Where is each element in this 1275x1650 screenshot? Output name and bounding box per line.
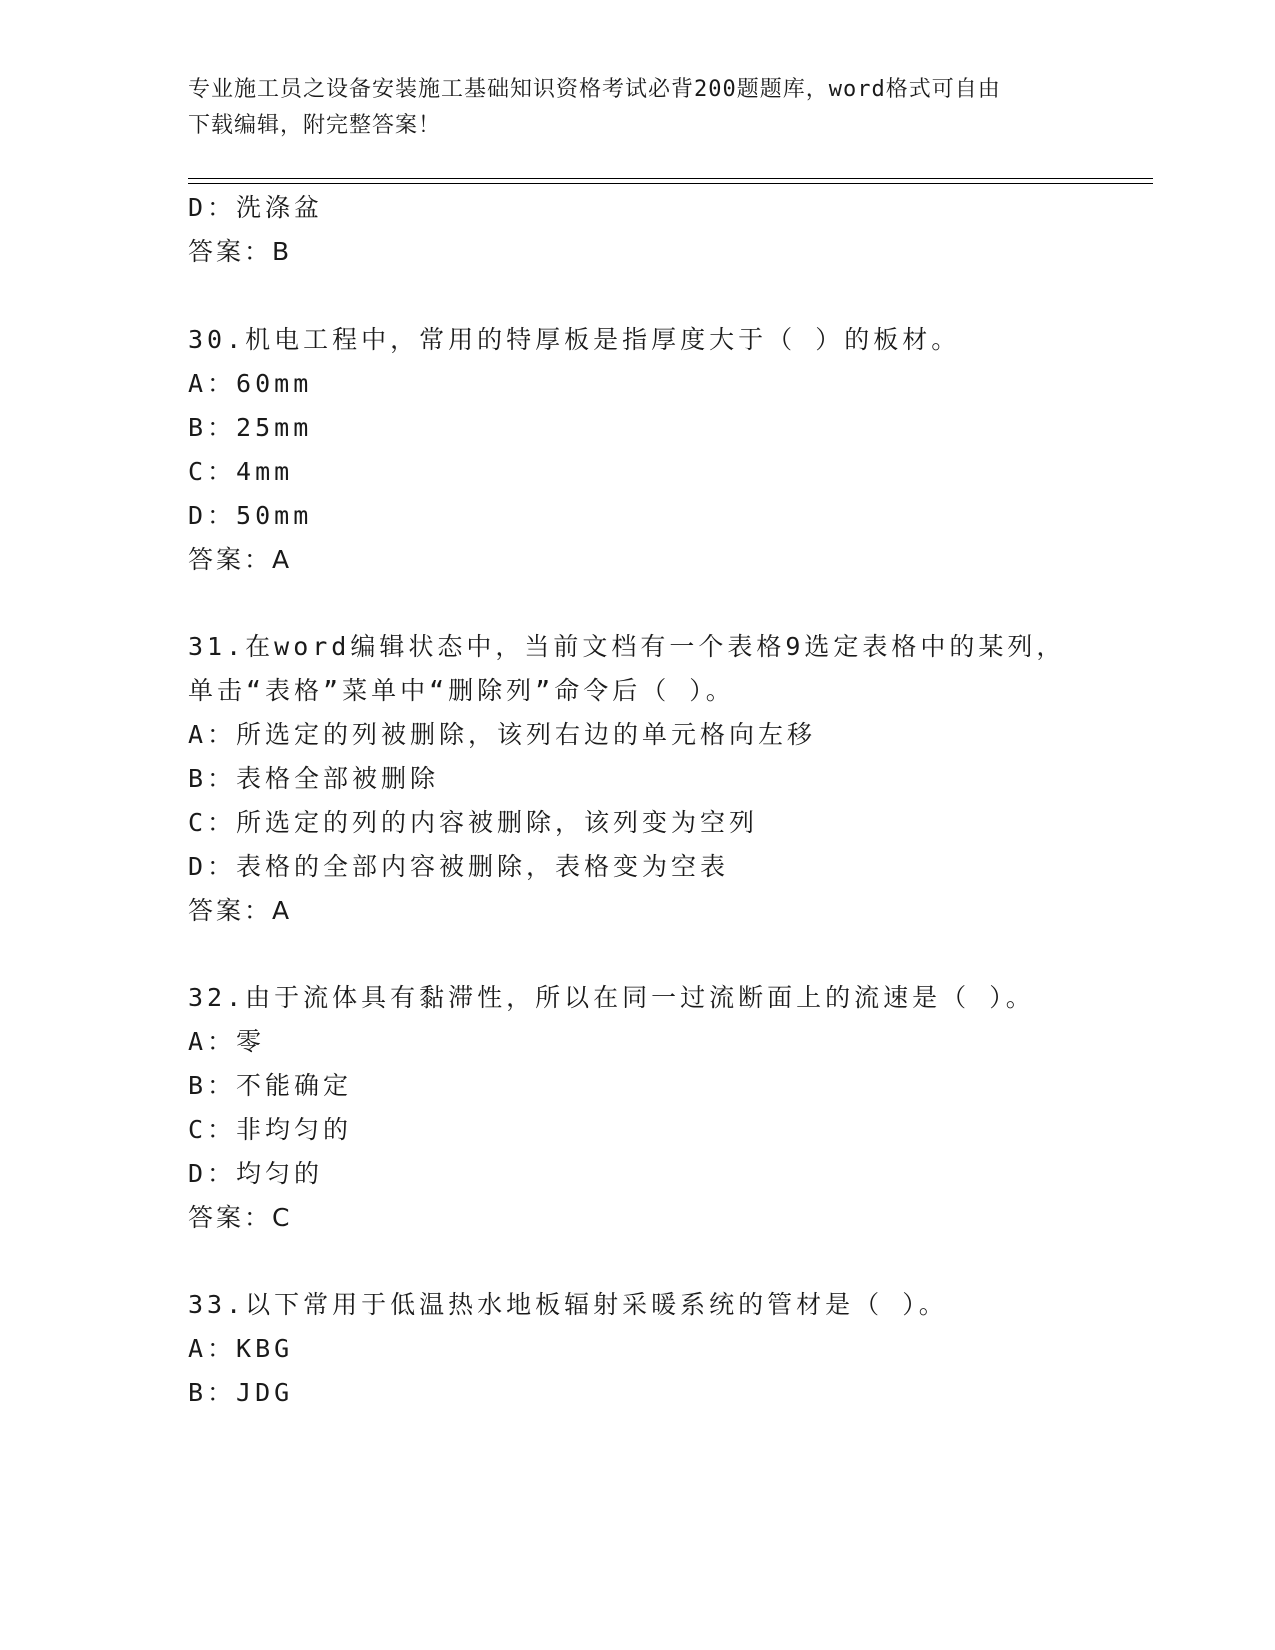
q32-answer: 答案：C bbox=[188, 1203, 293, 1232]
q32-option-a: A：零 bbox=[188, 1027, 266, 1056]
q33-option-a: A：KBG bbox=[188, 1334, 294, 1363]
q31-option-d: D：表格的全部内容被删除，表格变为空表 bbox=[188, 852, 730, 881]
page-header bbox=[188, 72, 1088, 144]
prev-option-d: D：洗涤盆 bbox=[188, 193, 324, 222]
header-divider-bottom bbox=[188, 183, 1153, 184]
prev-answer: 答案：B bbox=[188, 237, 293, 266]
q31-answer: 答案：A bbox=[188, 896, 293, 925]
q31-stem-line-1: 31.在word编辑状态中，当前文档有一个表格9选定表格中的某列， bbox=[188, 632, 1066, 661]
q30-option-b: B：25mm bbox=[188, 413, 313, 442]
q31-option-c: C：所选定的列的内容被删除，该列变为空列 bbox=[188, 808, 759, 837]
q30-option-d: D：50mm bbox=[188, 501, 313, 530]
q32-option-b: B：不能确定 bbox=[188, 1071, 353, 1100]
q33-option-b: B：JDG bbox=[188, 1378, 294, 1407]
q31-stem-line-2: 单击“表格”菜单中“删除列”命令后（ ）。 bbox=[188, 676, 735, 705]
q31-option-a: A：所选定的列被删除，该列右边的单元格向左移 bbox=[188, 720, 817, 749]
q32-option-d: D：均匀的 bbox=[188, 1159, 324, 1188]
q33-stem: 33.以下常用于低温热水地板辐射采暖系统的管材是（ ）。 bbox=[188, 1290, 948, 1319]
header-line-2: 下载编辑，附完整答案！ bbox=[188, 113, 442, 138]
q31-option-b: B：表格全部被删除 bbox=[188, 764, 440, 793]
q30-answer: 答案：A bbox=[188, 545, 293, 574]
q30-option-c: C：4mm bbox=[188, 457, 294, 486]
header-line-1: 专业施工员之设备安装施工基础知识资格考试必背200题题库，word格式可自由 bbox=[188, 77, 1001, 102]
q32-stem: 32.由于流体具有黏滞性，所以在同一过流断面上的流速是（ ）。 bbox=[188, 983, 1035, 1012]
q30-stem: 30.机电工程中，常用的特厚板是指厚度大于（ ）的板材。 bbox=[188, 325, 961, 354]
q32-option-c: C：非均匀的 bbox=[188, 1115, 353, 1144]
q30-option-a: A：60mm bbox=[188, 369, 313, 398]
header-divider-top bbox=[188, 178, 1153, 179]
